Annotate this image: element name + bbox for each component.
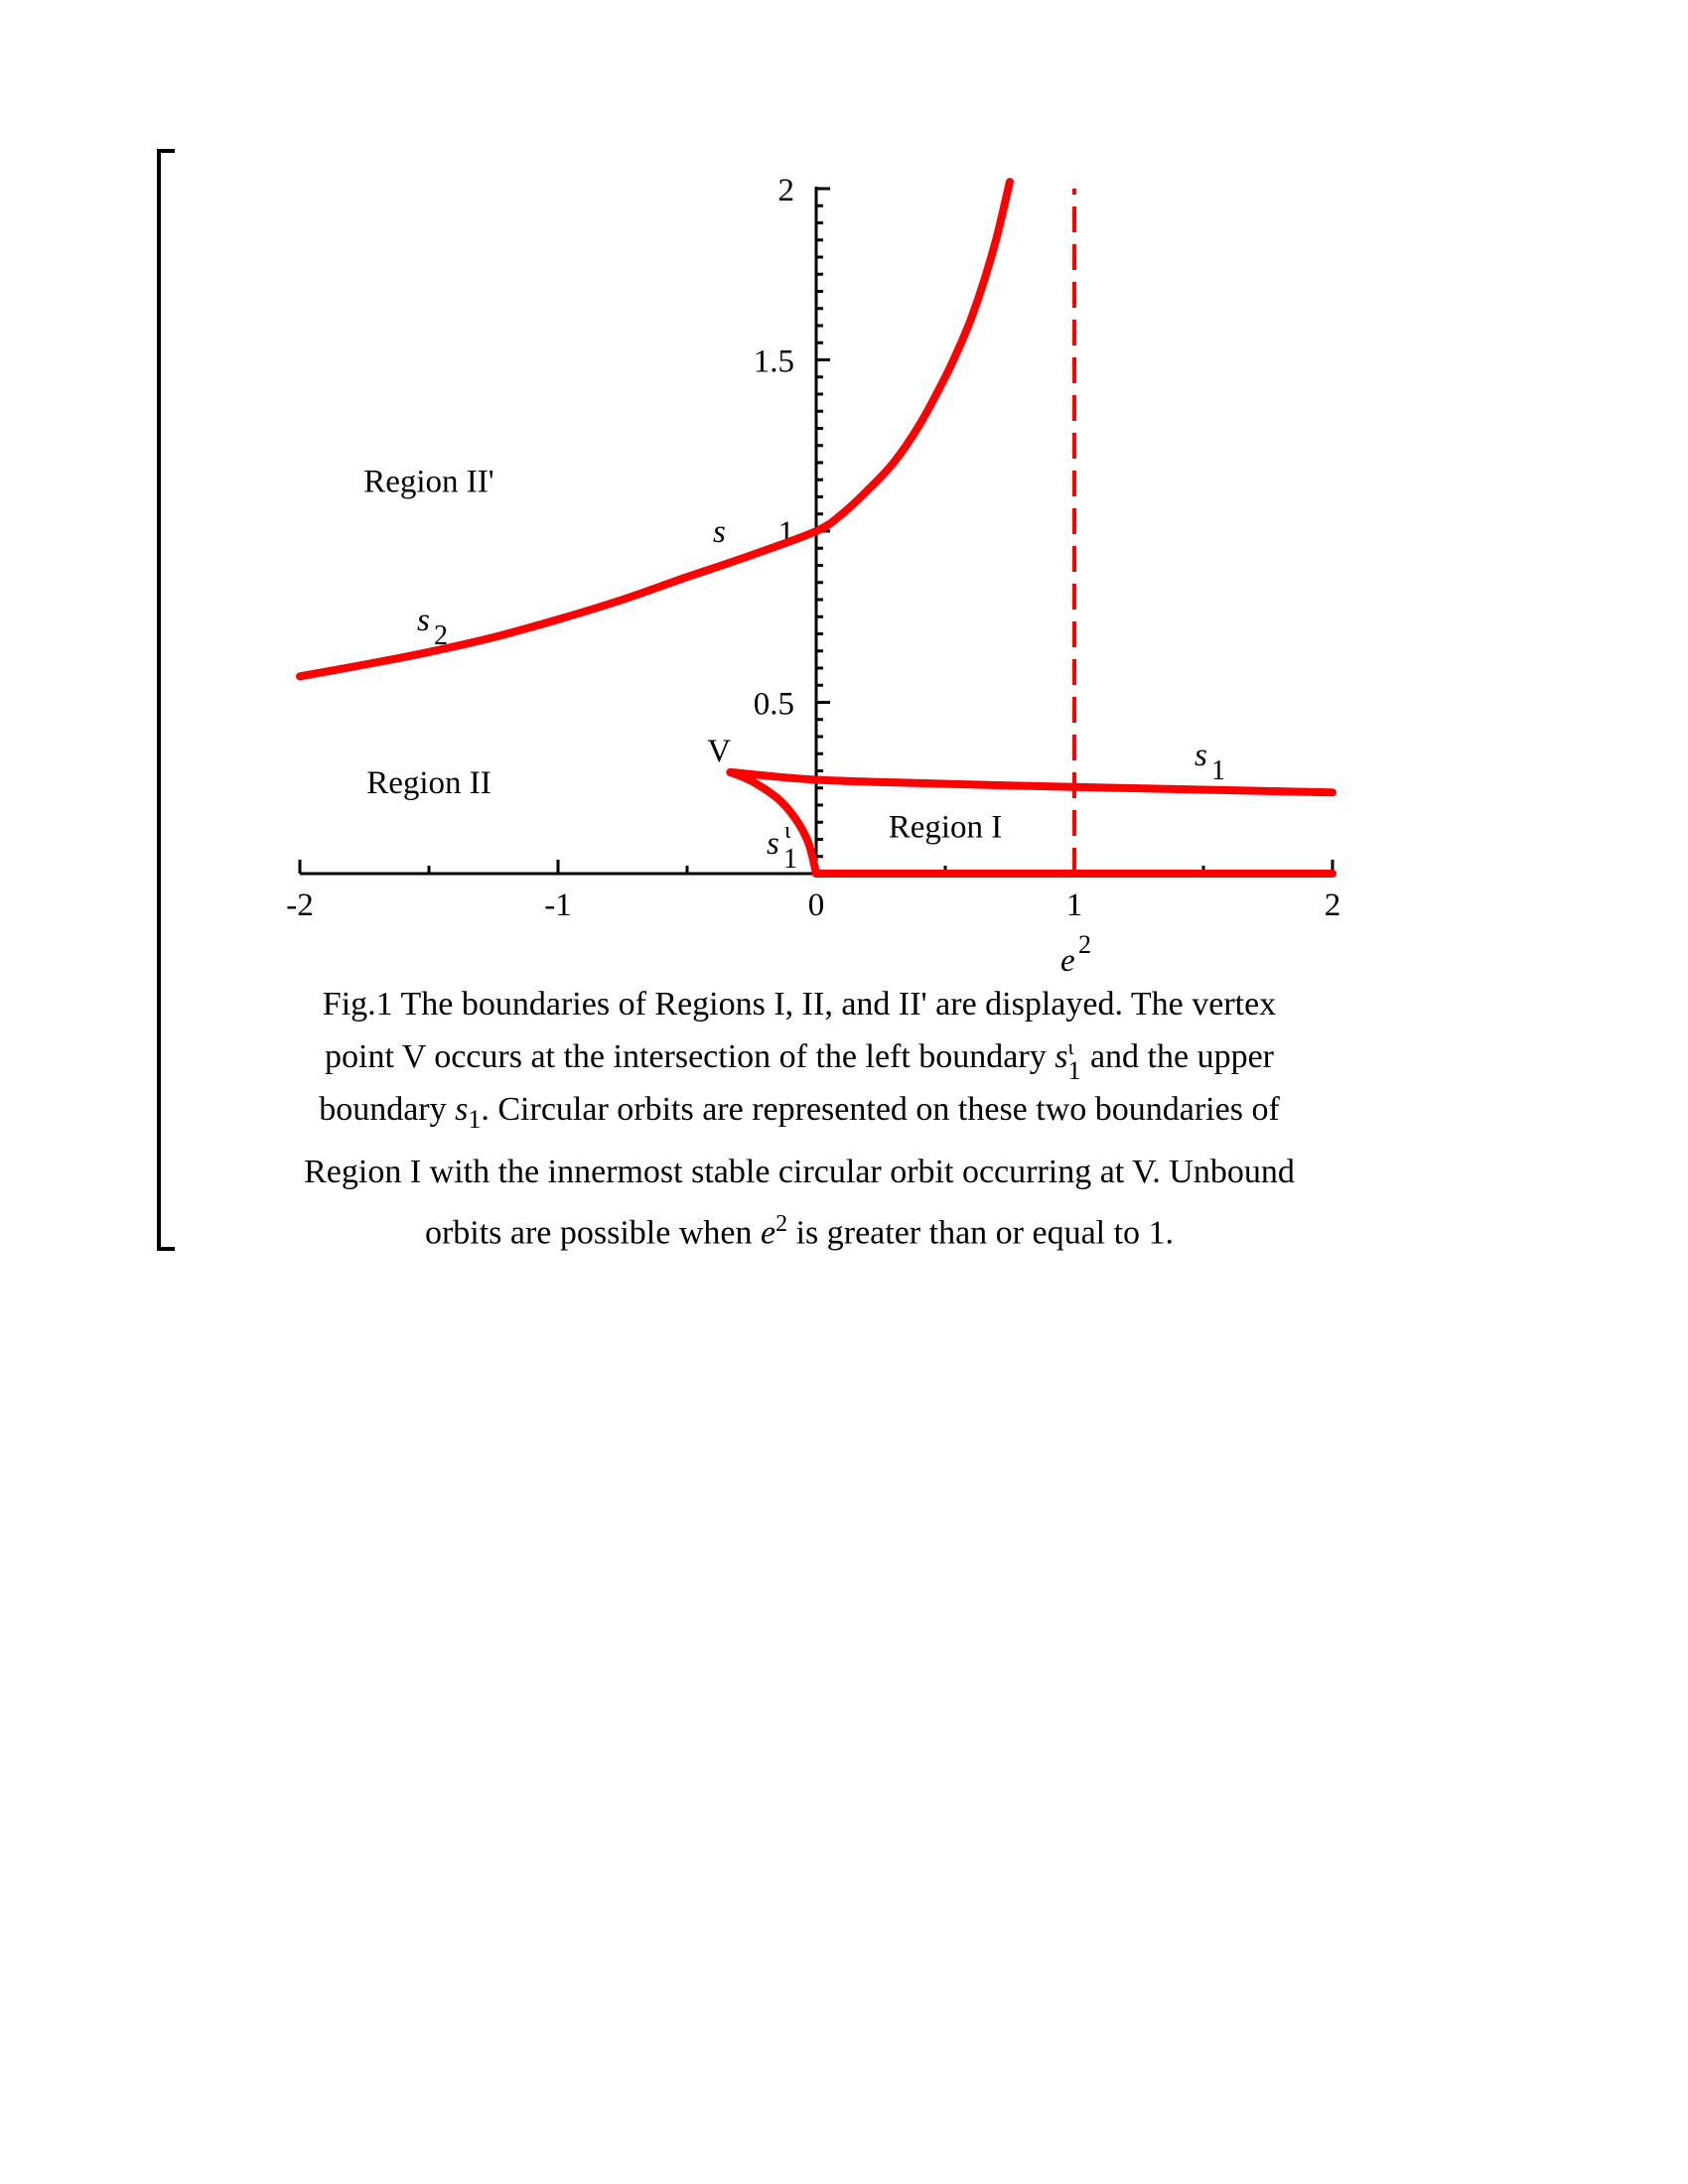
caption-subscript: 1 xyxy=(468,1104,482,1134)
caption-symbol: e xyxy=(760,1214,776,1252)
y-tick-label: 0.5 xyxy=(753,686,794,723)
caption-text: boundary xyxy=(319,1091,456,1128)
caption-line-5 xyxy=(268,1198,1331,1259)
caption-line-2 xyxy=(268,1030,1331,1083)
region-label: Region II xyxy=(366,764,492,801)
label-s1: s xyxy=(1195,738,1207,773)
label-s1-subscript: 1 xyxy=(1211,755,1225,786)
caption-text: . Circular orbits are represented on these two boundaries of xyxy=(481,1091,1280,1128)
x-axis-label: e xyxy=(1060,943,1075,979)
x-tick-label: -2 xyxy=(286,887,314,923)
label-s2-subscript: 2 xyxy=(434,620,448,651)
region-label: Region II' xyxy=(363,464,494,500)
label-s1-left: s xyxy=(767,826,779,862)
caption-subscript: 1 xyxy=(1067,1056,1081,1085)
caption-text: point V occurs at the intersection of the left boundary xyxy=(325,1038,1055,1075)
x-axis-label-superscript: 2 xyxy=(1078,930,1091,959)
caption-symbol: s xyxy=(1055,1038,1068,1075)
x-tick-label: 1 xyxy=(1065,887,1083,923)
caption-line-3 xyxy=(268,1083,1331,1146)
caption-line-1: Fig.1 The boundaries of Regions I, II, and II' are displayed. The vertex xyxy=(322,986,1277,1023)
label-s1-left-subscript: 1 xyxy=(783,844,797,875)
caption-text: orbits are possible when xyxy=(424,1214,761,1252)
caption-line-4: Region I with the innermost stable circular orbit occurring at V. Unbound xyxy=(304,1153,1295,1190)
vertex-label: V xyxy=(707,734,732,770)
x-tick-label: 2 xyxy=(1324,887,1341,923)
figure-caption xyxy=(268,978,1331,1259)
caption-superscript: 2 xyxy=(775,1210,788,1237)
label-s2: s xyxy=(417,603,430,638)
caption-text: and the upper xyxy=(1081,1038,1274,1075)
x-tick-label: 0 xyxy=(807,887,825,923)
caption-text: is greater than or equal to 1. xyxy=(787,1214,1175,1252)
ticks xyxy=(286,173,1340,923)
y-tick-label: 2 xyxy=(777,173,794,208)
y-tick-label: 1 xyxy=(777,515,794,551)
y-axis-label: s xyxy=(713,514,726,550)
caption-symbol: s xyxy=(455,1091,469,1128)
series-s2 xyxy=(300,182,1010,676)
y-tick-label: 1.5 xyxy=(753,343,794,380)
label-s1-left-superscript: ι xyxy=(784,818,791,844)
chart xyxy=(0,0,1688,993)
caption-superscript: ι xyxy=(1067,1034,1074,1059)
region-label: Region I xyxy=(888,809,1003,846)
x-tick-label: -1 xyxy=(544,887,572,923)
